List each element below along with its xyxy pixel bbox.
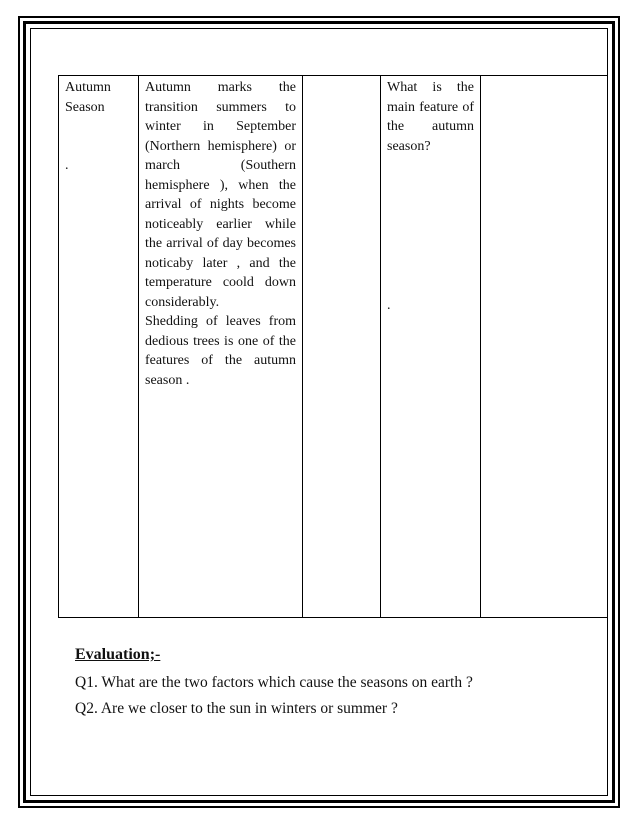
- empty-cell-last: [481, 76, 607, 618]
- spacer: [387, 156, 474, 296]
- spacer: [65, 117, 132, 156]
- question-cell: [381, 76, 481, 618]
- evaluation-section: [75, 646, 595, 726]
- question-dot: .: [387, 298, 391, 313]
- evaluation-question-1: Q1. What are the two factors which cause the seasons on earth ?: [75, 674, 473, 691]
- description-cell: [139, 76, 303, 618]
- season-dot: .: [65, 158, 69, 173]
- season-cell: [59, 76, 139, 618]
- lesson-table: [58, 75, 607, 618]
- season-name-line-1: Autumn: [65, 80, 111, 95]
- question-text: What is the main feature of the autumn season?: [387, 80, 474, 154]
- description-paragraph-1: Autumn marks the transition summers to winter in September (Northern hemisphere) or march (Southern hemisphere ), when the arrival of nights become noticeably earlier while the arrival of day becomes noticaby later , and the temperature coold down considerably.: [145, 80, 296, 310]
- empty-cell: [303, 76, 381, 618]
- description-paragraph-2: Shedding of leaves from dedious trees is one of the features of the autumn season .: [145, 314, 296, 388]
- table-row: [59, 76, 607, 618]
- evaluation-heading: Evaluation;-: [75, 646, 161, 663]
- season-name-line-2: Season: [65, 99, 105, 115]
- evaluation-question-2: Q2. Are we closer to the sun in winters or summer ?: [75, 700, 398, 717]
